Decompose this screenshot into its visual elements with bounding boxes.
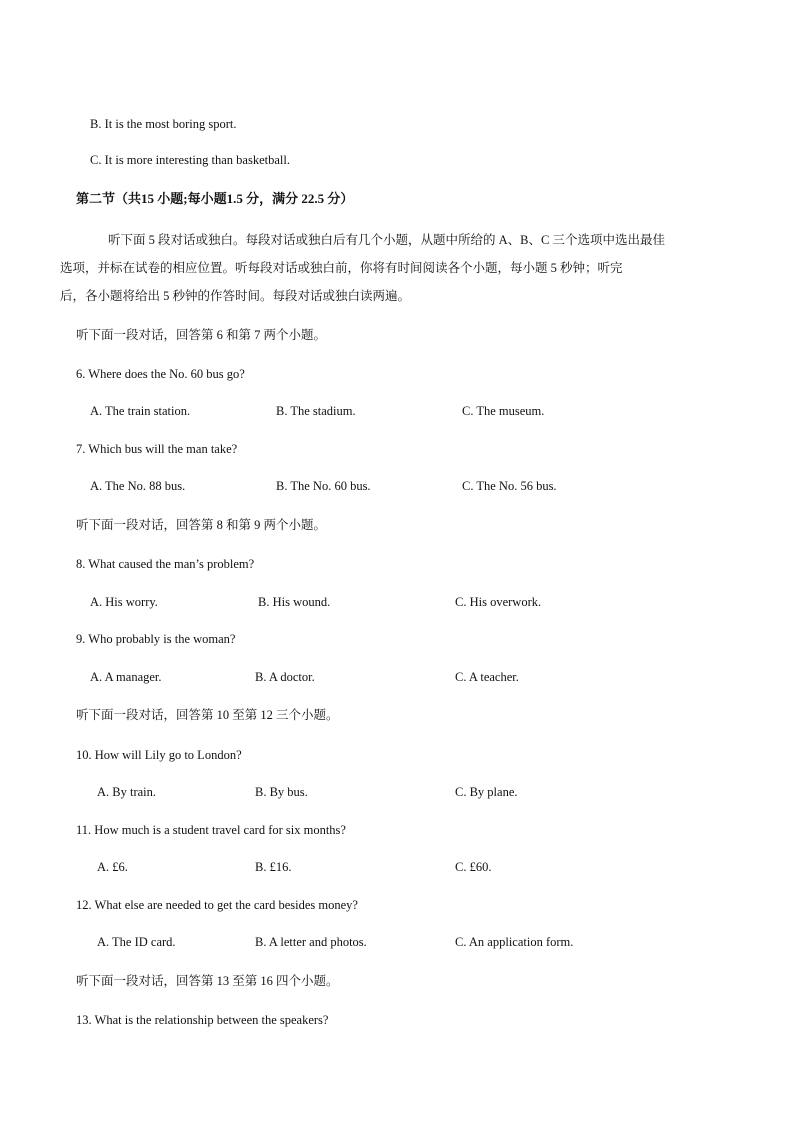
option-c-prev: C. It is more interesting than basketball.	[90, 153, 290, 167]
question-8-option-c: C. His overwork.	[455, 595, 542, 609]
question-9-option-c: C. A teacher.	[455, 670, 519, 684]
question-7-option-c: C. The No. 56 bus.	[462, 479, 557, 493]
direction-13-16: 听下面一段对话，回答第 13 至第 16 四个小题。	[76, 974, 339, 988]
option-b-prev: B. It is the most boring sport.	[90, 117, 237, 131]
question-8-stem: 8. What caused the man’s problem?	[76, 557, 255, 571]
question-10-stem: 10. How will Lily go to London?	[76, 748, 242, 762]
question-12-option-c: C. An application form.	[455, 935, 574, 949]
question-8-option-a: A. His worry.	[90, 595, 158, 609]
direction-6-7: 听下面一段对话，回答第 6 和第 7 两个小题。	[76, 328, 327, 342]
question-7-option-b: B. The No. 60 bus.	[276, 479, 371, 493]
instructions-line-3: 后，各小题将给出 5 秒钟的作答时间。每段对话或独白读两遍。	[60, 289, 411, 303]
question-6-option-b: B. The stadium.	[276, 404, 356, 418]
question-9-option-a: A. A manager.	[90, 670, 162, 684]
question-8-option-b: B. His wound.	[258, 595, 331, 609]
question-10-option-b: B. By bus.	[255, 785, 308, 799]
instructions	[60, 226, 756, 310]
direction-10-12: 听下面一段对话，回答第 10 至第 12 三个小题。	[76, 708, 339, 722]
question-7-option-a: A. The No. 88 bus.	[90, 479, 186, 493]
question-6-option-a: A. The train station.	[90, 404, 191, 418]
question-12-option-a: A. The ID card.	[97, 935, 176, 949]
section-heading: 第二节（共15 小题;每小题1.5 分，满分 22.5 分）	[76, 191, 354, 206]
question-12-stem: 12. What else are needed to get the card besides money?	[76, 898, 358, 912]
question-10-option-a: A. By train.	[97, 785, 157, 799]
question-6-option-c: C. The museum.	[462, 404, 545, 418]
question-11-option-a: A. £6.	[97, 860, 128, 874]
question-9-option-b: B. A doctor.	[255, 670, 315, 684]
question-10-option-c: C. By plane.	[455, 785, 518, 799]
question-11-option-b: B. £16.	[255, 860, 292, 874]
question-11-stem: 11. How much is a student travel card for six months?	[76, 823, 346, 837]
instructions-line-2: 选项，并标在试卷的相应位置。听每段对话或独白前，你将有时间阅读各个小题，每小题 5 秒钟；听完	[60, 261, 623, 275]
question-6-stem: 6. Where does the No. 60 bus go?	[76, 367, 245, 381]
question-9-stem: 9. Who probably is the woman?	[76, 632, 236, 646]
direction-8-9: 听下面一段对话，回答第 8 和第 9 两个小题。	[76, 518, 327, 532]
instructions-line-1: 听下面 5 段对话或独白。每段对话或独白后有几个小题，从题中所给的 A、B、C 三个选项中选出最佳	[108, 233, 665, 247]
question-11-option-c: C. £60.	[455, 860, 492, 874]
question-12-option-b: B. A letter and photos.	[255, 935, 367, 949]
question-13-stem: 13. What is the relationship between the speakers?	[76, 1013, 329, 1027]
question-7-stem: 7. Which bus will the man take?	[76, 442, 238, 456]
